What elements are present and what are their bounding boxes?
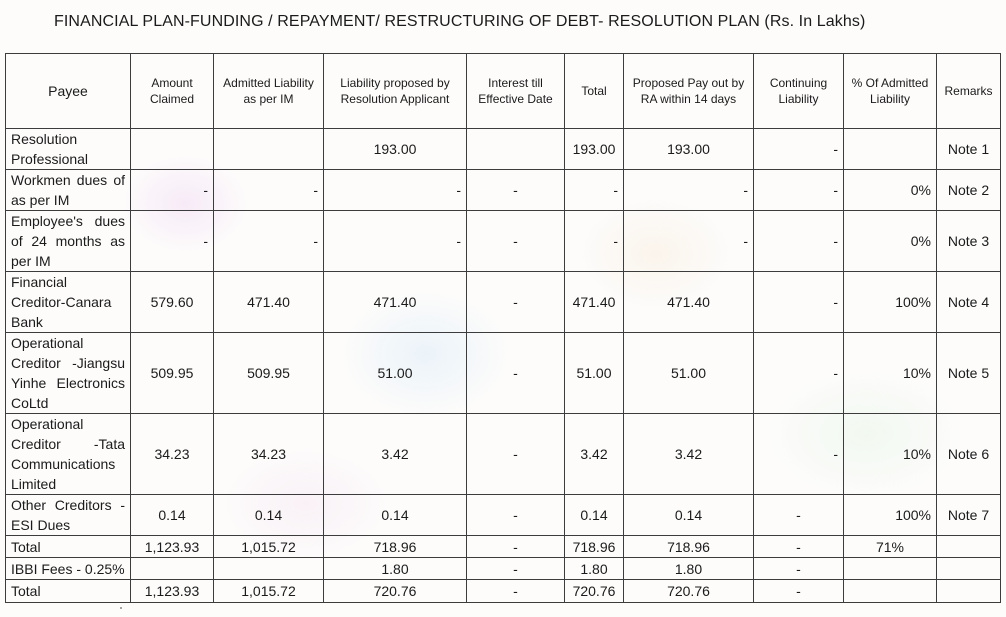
cell-pct: 0% bbox=[844, 211, 937, 272]
cell-admitted bbox=[214, 129, 324, 170]
cell-payout: 0.14 bbox=[624, 495, 754, 536]
cell-payout: 193.00 bbox=[624, 129, 754, 170]
cell-continuing: - bbox=[754, 272, 844, 333]
cell-interest: - bbox=[467, 170, 565, 211]
col-header-continuing: Continuing Liability bbox=[754, 54, 844, 129]
cell-total: - bbox=[565, 211, 624, 272]
page-title: FINANCIAL PLAN-FUNDING / REPAYMENT/ RESTRUCTURING OF DEBT- RESOLUTION PLAN (Rs. In Lakhs) bbox=[54, 13, 866, 30]
cell-proposed: 720.76 bbox=[324, 580, 467, 603]
cell-pct bbox=[844, 580, 937, 603]
cell-remarks: Note 6 bbox=[937, 414, 1001, 495]
col-header-amount-claimed: Amount Claimed bbox=[131, 54, 214, 129]
financial-plan-table bbox=[5, 53, 1001, 603]
cell-remarks bbox=[937, 558, 1001, 580]
cell-amount-claimed bbox=[131, 129, 214, 170]
cell-remarks bbox=[937, 536, 1001, 558]
cell-proposed: 471.40 bbox=[324, 272, 467, 333]
cell-payout: 51.00 bbox=[624, 333, 754, 414]
cell-payee: Operational Creditor -Tata Communications Limited bbox=[6, 414, 131, 495]
cell-pct: 10% bbox=[844, 414, 937, 495]
col-header-total: Total bbox=[565, 54, 624, 129]
cell-pct: 10% bbox=[844, 333, 937, 414]
cell-interest: - bbox=[467, 333, 565, 414]
cell-proposed: - bbox=[324, 170, 467, 211]
cell-remarks bbox=[937, 580, 1001, 603]
cell-interest: - bbox=[467, 558, 565, 580]
cell-pct bbox=[844, 129, 937, 170]
cell-remarks: Note 3 bbox=[937, 211, 1001, 272]
cell-interest: - bbox=[467, 272, 565, 333]
cell-amount-claimed: - bbox=[131, 211, 214, 272]
cell-total: - bbox=[565, 170, 624, 211]
scan-speck bbox=[120, 607, 122, 609]
table-row bbox=[6, 414, 1001, 495]
cell-payee: Financial Creditor-Canara Bank bbox=[6, 272, 131, 333]
cell-pct bbox=[844, 558, 937, 580]
cell-payout: 718.96 bbox=[624, 536, 754, 558]
cell-amount-claimed: 509.95 bbox=[131, 333, 214, 414]
cell-admitted: 0.14 bbox=[214, 495, 324, 536]
cell-admitted: 471.40 bbox=[214, 272, 324, 333]
cell-remarks: Note 1 bbox=[937, 129, 1001, 170]
cell-payout: - bbox=[624, 170, 754, 211]
cell-admitted: - bbox=[214, 170, 324, 211]
cell-total: 3.42 bbox=[565, 414, 624, 495]
cell-total: 0.14 bbox=[565, 495, 624, 536]
cell-continuing: - bbox=[754, 211, 844, 272]
cell-amount-claimed: 0.14 bbox=[131, 495, 214, 536]
cell-admitted: 34.23 bbox=[214, 414, 324, 495]
cell-amount-claimed: - bbox=[131, 170, 214, 211]
cell-payee: Resolution Professional bbox=[6, 129, 131, 170]
cell-payee: Operational Creditor -Jiangsu Yinhe Electronics CoLtd bbox=[6, 333, 131, 414]
cell-continuing: - bbox=[754, 558, 844, 580]
col-header-payee: Payee bbox=[6, 54, 131, 129]
cell-proposed: - bbox=[324, 211, 467, 272]
cell-total: 718.96 bbox=[565, 536, 624, 558]
cell-admitted: 509.95 bbox=[214, 333, 324, 414]
cell-continuing: - bbox=[754, 170, 844, 211]
col-header-admitted-liability: Admitted Liability as per IM bbox=[214, 54, 324, 129]
cell-payout: 3.42 bbox=[624, 414, 754, 495]
cell-total: 51.00 bbox=[565, 333, 624, 414]
cell-payee: Employee's dues of 24 months as per IM bbox=[6, 211, 131, 272]
cell-total: 471.40 bbox=[565, 272, 624, 333]
table-row bbox=[6, 495, 1001, 536]
table-row bbox=[6, 129, 1001, 170]
col-header-proposed-payout: Proposed Pay out by RA within 14 days bbox=[624, 54, 754, 129]
cell-proposed: 51.00 bbox=[324, 333, 467, 414]
table-row bbox=[6, 170, 1001, 211]
cell-proposed: 193.00 bbox=[324, 129, 467, 170]
cell-payee: Total bbox=[6, 536, 131, 558]
cell-interest: - bbox=[467, 211, 565, 272]
cell-amount-claimed: 34.23 bbox=[131, 414, 214, 495]
table-row bbox=[6, 333, 1001, 414]
cell-continuing: - bbox=[754, 333, 844, 414]
cell-interest: - bbox=[467, 536, 565, 558]
table-row-total bbox=[6, 536, 1001, 558]
cell-proposed: 3.42 bbox=[324, 414, 467, 495]
cell-total: 1.80 bbox=[565, 558, 624, 580]
cell-proposed: 1.80 bbox=[324, 558, 467, 580]
table-row bbox=[6, 272, 1001, 333]
cell-amount-claimed: 579.60 bbox=[131, 272, 214, 333]
col-header-liability-proposed: Liability proposed by Resolution Applicant bbox=[324, 54, 467, 129]
cell-admitted bbox=[214, 558, 324, 580]
cell-admitted: - bbox=[214, 211, 324, 272]
cell-continuing: - bbox=[754, 495, 844, 536]
cell-payout: 471.40 bbox=[624, 272, 754, 333]
col-header-pct-admitted: % Of Admitted Liability bbox=[844, 54, 937, 129]
cell-continuing: - bbox=[754, 536, 844, 558]
cell-payee: Workmen dues of as per IM bbox=[6, 170, 131, 211]
cell-admitted: 1,015.72 bbox=[214, 580, 324, 603]
cell-payout: 720.76 bbox=[624, 580, 754, 603]
cell-interest: - bbox=[467, 580, 565, 603]
cell-remarks: Note 4 bbox=[937, 272, 1001, 333]
cell-admitted: 1,015.72 bbox=[214, 536, 324, 558]
cell-remarks: Note 7 bbox=[937, 495, 1001, 536]
cell-payee: IBBI Fees - 0.25% bbox=[6, 558, 131, 580]
cell-continuing: - bbox=[754, 580, 844, 603]
cell-proposed: 0.14 bbox=[324, 495, 467, 536]
cell-remarks: Note 5 bbox=[937, 333, 1001, 414]
col-header-interest: Interest till Effective Date bbox=[467, 54, 565, 129]
cell-pct: 100% bbox=[844, 495, 937, 536]
cell-pct: 0% bbox=[844, 170, 937, 211]
cell-pct: 100% bbox=[844, 272, 937, 333]
cell-amount-claimed: 1,123.93 bbox=[131, 580, 214, 603]
cell-total: 720.76 bbox=[565, 580, 624, 603]
cell-interest: - bbox=[467, 414, 565, 495]
col-header-remarks: Remarks bbox=[937, 54, 1001, 129]
header-row bbox=[6, 54, 1001, 129]
cell-total: 193.00 bbox=[565, 129, 624, 170]
cell-payout: - bbox=[624, 211, 754, 272]
cell-interest: - bbox=[467, 495, 565, 536]
cell-remarks: Note 2 bbox=[937, 170, 1001, 211]
cell-payout: 1.80 bbox=[624, 558, 754, 580]
cell-interest bbox=[467, 129, 565, 170]
cell-amount-claimed: 1,123.93 bbox=[131, 536, 214, 558]
table-row bbox=[6, 558, 1001, 580]
cell-pct: 71% bbox=[844, 536, 937, 558]
cell-continuing: - bbox=[754, 414, 844, 495]
table-row-grand-total bbox=[6, 580, 1001, 603]
cell-continuing: - bbox=[754, 129, 844, 170]
table-row bbox=[6, 211, 1001, 272]
cell-payee: Total bbox=[6, 580, 131, 603]
cell-proposed: 718.96 bbox=[324, 536, 467, 558]
cell-payee: Other Creditors - ESI Dues bbox=[6, 495, 131, 536]
cell-amount-claimed bbox=[131, 558, 214, 580]
